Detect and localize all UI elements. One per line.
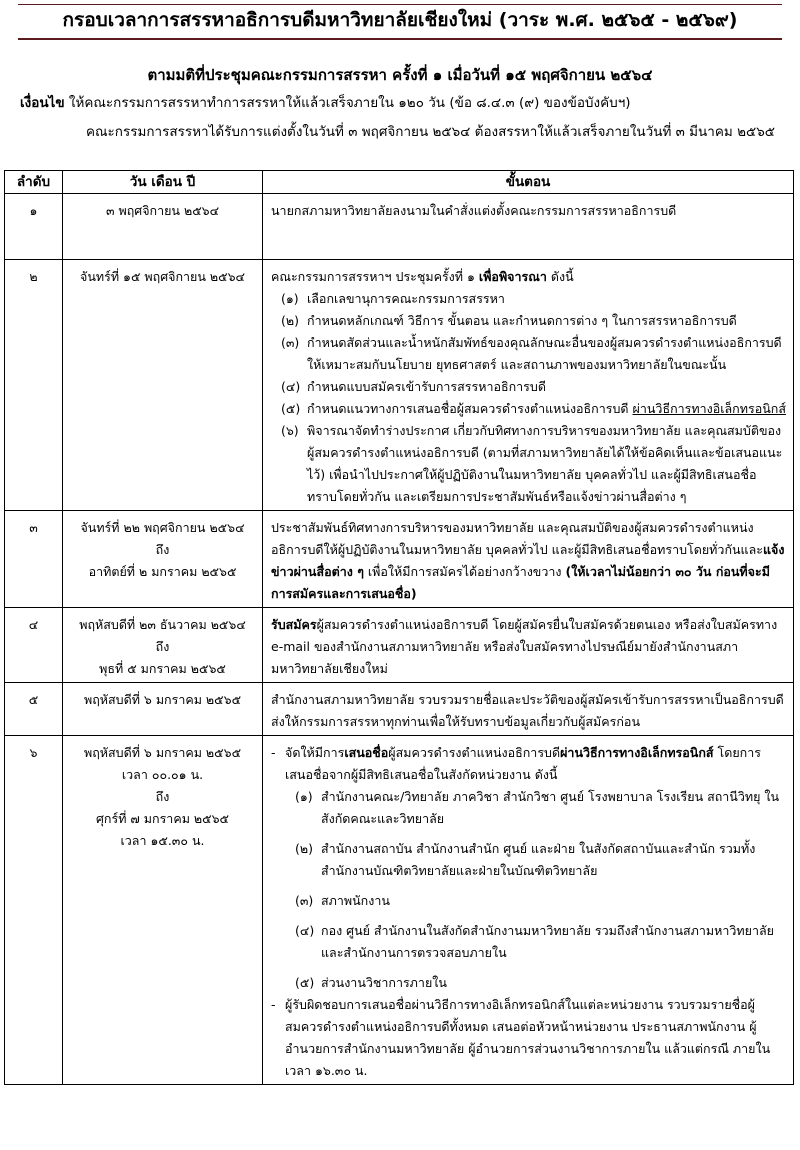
date-line: เวลา ๐๐.๐๑ น.: [121, 767, 204, 782]
step-text: [271, 614, 787, 680]
step-text-b: เพื่อให้มีการสมัครได้อย่างกว้างขวาง: [363, 564, 566, 579]
date-line: ศุกร์ที่ ๗ มกราคม ๒๕๖๕: [95, 811, 229, 826]
bullet-text-bold: เสนอชื่อ: [344, 745, 389, 760]
header-step: ขั้นตอน: [263, 171, 794, 194]
condition-label: เงื่อนไข: [20, 95, 65, 111]
step-text: นายกสภามหาวิทยาลัยลงนามในคำสั่งแต่งตั้งคณะกรรมการสรรหาอธิการบดี: [271, 203, 677, 218]
step-item: [281, 310, 787, 332]
item-number: (๓): [295, 893, 314, 908]
item-number: (๓): [281, 335, 300, 350]
row-date: [63, 260, 263, 511]
step-text: [271, 517, 787, 605]
table-row: [5, 683, 794, 736]
item-text: กอง ศูนย์ สำนักงานในสังกัดสำนักงานมหาวิทยาลัย รวมถึงสำนักงานสภามหาวิทยาลัย และสำนักงานการตรวจสอบภายใน: [321, 923, 774, 960]
date-line: พฤหัสบดีที่ ๖ มกราคม ๒๕๖๕: [83, 745, 242, 760]
item-number: (๑): [281, 291, 299, 306]
row-step: [263, 736, 794, 1085]
item-text-underlined: ผ่านวิธีการทางอิเล็กทรอนิกส์: [632, 401, 786, 416]
table-row: [5, 608, 794, 683]
step-item: [295, 838, 787, 882]
step-text-bold: แจ้งข่าวผ่านสื่อต่าง ๆ: [271, 542, 785, 579]
meeting-resolution: ตามมติที่ประชุมคณะกรรมการสรรหา ครั้งที่ ๑ เมื่อวันที่ ๑๕ พฤศจิกายน ๒๕๖๔: [147, 66, 653, 84]
item-number: (๖): [281, 423, 299, 438]
step-text-a: ประชาสัมพันธ์ทิศทางการบริหารของมหาวิทยาลัย และคุณสมบัติของผู้สมควรดำรงตำแหน่งอธิการบดีให้ผู้ปฏิบัติงานในมหาวิทยาลัย บุคคลทั่วไป และผู้มีสิทธิเสนอชื่อทราบโดยทั่วกันและ: [271, 520, 763, 557]
date-line: พฤหัสบดีที่ ๒๓ ธันวาคม ๒๕๖๔: [79, 617, 246, 632]
step-item: [281, 420, 787, 508]
step-item: [281, 288, 787, 310]
bullet-text-mid: ผู้สมควรดำรงตำแหน่งอธิการบดี: [388, 745, 561, 760]
row-number: ๑: [5, 194, 63, 260]
table-row: [5, 736, 794, 1085]
condition-text: ให้คณะกรรมการสรรหาทำการสรรหาให้แล้วเสร็จภายใน ๑๒๐ วัน (ข้อ ๘.๔.๓ (๙) ของข้อบังคับฯ): [68, 95, 631, 111]
item-text: กำหนดแบบสมัครเข้ารับการสรรหาอธิการบดี: [307, 379, 546, 394]
row-date: [63, 608, 263, 683]
date-line: ถึง: [155, 789, 170, 804]
date-line: พฤหัสบดีที่ ๖ มกราคม ๒๕๖๕: [83, 692, 242, 707]
appointment-text: คณะกรรมการสรรหาได้รับการแต่งตั้งในวันที่ ๓ พฤศจิกายน ๒๕๖๔ ต้องสรรหาให้แล้วเสร็จภายในวันที่ ๓ มีนาคม ๒๕๖๕: [86, 124, 775, 140]
row-step: [263, 683, 794, 736]
step-item: [281, 376, 787, 398]
item-number: (๔): [281, 379, 301, 394]
row-step: [263, 511, 794, 608]
bullet-item: [271, 994, 787, 1082]
intro-text: คณะกรรมการสรรหาฯ ประชุมครั้งที่ ๑: [271, 269, 475, 284]
row-date: [63, 683, 263, 736]
date-line: ถึง: [155, 639, 170, 654]
date-line: อาทิตย์ที่ ๒ มกราคม ๒๕๖๕: [88, 564, 237, 579]
item-number: (๕): [295, 975, 315, 990]
bullet-text-end: โดยการเสนอชื่อจากผู้มีสิทธิเสนอชื่อในสังกัดหน่วยงาน ดังนี้: [285, 745, 761, 782]
step-item: [295, 890, 787, 912]
table-row: [5, 260, 794, 511]
step-text-main: ผู้สมควรดำรงตำแหน่งอธิการบดี โดยผู้สมัครยื่นใบสมัครด้วยตนเอง หรือส่งใบสมัครทาง e-mail ของสำนักงานสภามหาวิทยาลัย หรือส่งใบสมัครทางไปรษณีย์มายังสำนักงานสภามหาวิทยาลัยเชียงใหม่: [271, 617, 778, 676]
item-text-main: กำหนดแนวทางการเสนอชื่อผู้สมควรดำรงตำแหน่งอธิการบดี: [307, 401, 629, 416]
row-date: [63, 194, 263, 260]
bullet-dash: -: [271, 997, 276, 1012]
condition-line: [20, 92, 790, 114]
row-number: ๔: [5, 608, 63, 683]
item-text: [307, 398, 787, 420]
step-item: [295, 786, 787, 830]
item-text: สำนักงานคณะ/วิทยาลัย ภาควิชา สำนักวิชา ศูนย์ โรงพยาบาล โรงเรียน สถานีวิทยุ ในสังกัดคณะและวิทยาลัย: [321, 789, 780, 826]
item-number: (๑): [295, 789, 313, 804]
item-number: (๒): [295, 841, 313, 856]
header-date: วัน เดือน ปี: [63, 171, 263, 194]
item-text: พิจารณาจัดทำร่างประกาศ เกี่ยวกับทิศทางการบริหารของมหาวิทยาลัย และคุณสมบัติของผู้สมควรดำรงตำแหน่งอธิการบดี (ตามที่สภามหาวิทยาลัยได้ให้ข้อคิดเห็นและข้อเสนอแนะไว้) เพื่อนำไปประกาศให้ผู้ปฏิบัติงานในมหาวิทยาลัย บุคคลทั่วไป และผู้มีสิทธิเสนอชื่อ ทราบโดยทั่วกัน และเตรียมการประชาสัมพันธ์หรือแจ้งข่าวผ่านสื่อต่าง ๆ: [307, 423, 783, 504]
item-text: เลือกเลขานุการคณะกรรมการสรรหา: [307, 291, 505, 306]
intro-end: ดังนี้: [550, 269, 574, 284]
row-step: [263, 260, 794, 511]
step-text-bold2: (ให้เวลาไม่น้อยกว่า ๓๐ วัน ก่อนที่จะมีการสมัครและการเสนอชื่อ): [271, 564, 770, 601]
row-number: ๖: [5, 736, 63, 1085]
row-number: ๕: [5, 683, 63, 736]
item-text: สภาพนักงาน: [321, 893, 390, 908]
bullet-text-bold2: ผ่านวิธีการทางอิเล็กทรอนิกส์: [560, 745, 714, 760]
step-intro: [271, 266, 787, 288]
bullet-text: [285, 742, 787, 786]
bullet-dash: -: [271, 745, 276, 760]
row-number: ๒: [5, 260, 63, 511]
table-row: [5, 511, 794, 608]
bullet-item: [271, 742, 787, 786]
row-date: [63, 511, 263, 608]
date-line: ๓ พฤศจิกายน ๒๕๖๔: [105, 203, 220, 218]
item-text: ส่วนงานวิชาการภายใน: [321, 975, 447, 990]
title-top-rule: [18, 4, 782, 5]
item-text: กำหนดหลักเกณฑ์ วิธีการ ขั้นตอน และกำหนดการต่าง ๆ ในการสรรหาอธิการบดี: [307, 313, 737, 328]
item-number: (๕): [281, 401, 301, 416]
step-item: [281, 332, 787, 376]
item-text: สำนักงานสถาบัน สำนักงานสำนัก ศูนย์ และฝ่าย ในสังกัดสถาบันและสำนัก รวมทั้งสำนักงานบัณฑิตวิทยาลัยและฝ่ายในบัณฑิตวิทยาลัย: [321, 841, 756, 878]
date-line: พุธที่ ๕ มกราคม ๒๕๖๕: [99, 661, 226, 676]
date-line: จันทร์ที่ ๑๕ พฤศจิกายน ๒๕๖๔: [80, 269, 245, 284]
item-number: (๒): [281, 313, 299, 328]
bullet-text: ผู้รับผิดชอบการเสนอชื่อผ่านวิธีการทางอิเล็กทรอนิกส์ในแต่ละหน่วยงาน รวบรวมรายชื่อผู้สมควรดำรงตำแหน่งอธิการบดีทั้งหมด เสนอต่อหัวหน้าหน่วยงาน ประธานสภาพนักงาน ผู้อำนวยการสำนักงานมหาวิทยาลัย ผู้อำนวยการส่วนงานวิชาการภายใน แล้วแต่กรณี ภายในเวลา ๑๖.๓๐ น.: [285, 997, 771, 1078]
item-number: (๔): [295, 923, 315, 938]
row-step: [263, 608, 794, 683]
step-text: สำนักงานสภามหาวิทยาลัย รวบรวมรายชื่อและประวัติของผู้สมัครเข้ารับการสรรหาเป็นอธิการบดี ส่งให้กรรมการสรรหาทุกท่านเพื่อให้รับทราบข้อมูลเกี่ยวกับผู้สมัครก่อน: [271, 692, 784, 729]
row-step: [263, 194, 794, 260]
date-line: จันทร์ที่ ๒๒ พฤศจิกายน ๒๕๖๔: [80, 520, 245, 535]
schedule-table: [4, 170, 794, 1085]
step-item: [295, 920, 787, 964]
intro-bold: เพื่อพิจารณา: [478, 269, 547, 284]
table-header-row: [5, 171, 794, 194]
date-line: เวลา ๑๕.๓๐ น.: [120, 833, 205, 848]
row-date: [63, 736, 263, 1085]
document-title: กรอบเวลาการสรรหาอธิการบดีมหาวิทยาลัยเชียงใหม่ (วาระ พ.ศ. ๒๕๖๕ - ๒๕๖๙): [62, 9, 738, 31]
title-bottom-rule: [18, 38, 782, 40]
row-number: ๓: [5, 511, 63, 608]
table-row: [5, 194, 794, 260]
header-no: ลำดับ: [5, 171, 63, 194]
step-text-bold: รับสมัคร: [271, 617, 317, 632]
bullet-text-a: จัดให้มีการ: [285, 745, 345, 760]
date-line: ถึง: [155, 542, 170, 557]
item-text: กำหนดสัดส่วนและน้ำหนักสัมพัทธ์ของคุณลักษณะอื่นของผู้สมควรดำรงตำแหน่งอธิการบดีให้เหมาะสมกับนโยบาย ยุทธศาสตร์ และสถานภาพของมหาวิทยาลัยในขณะนั้น: [307, 335, 782, 372]
step-item: [281, 398, 787, 420]
step-item: [295, 972, 787, 994]
